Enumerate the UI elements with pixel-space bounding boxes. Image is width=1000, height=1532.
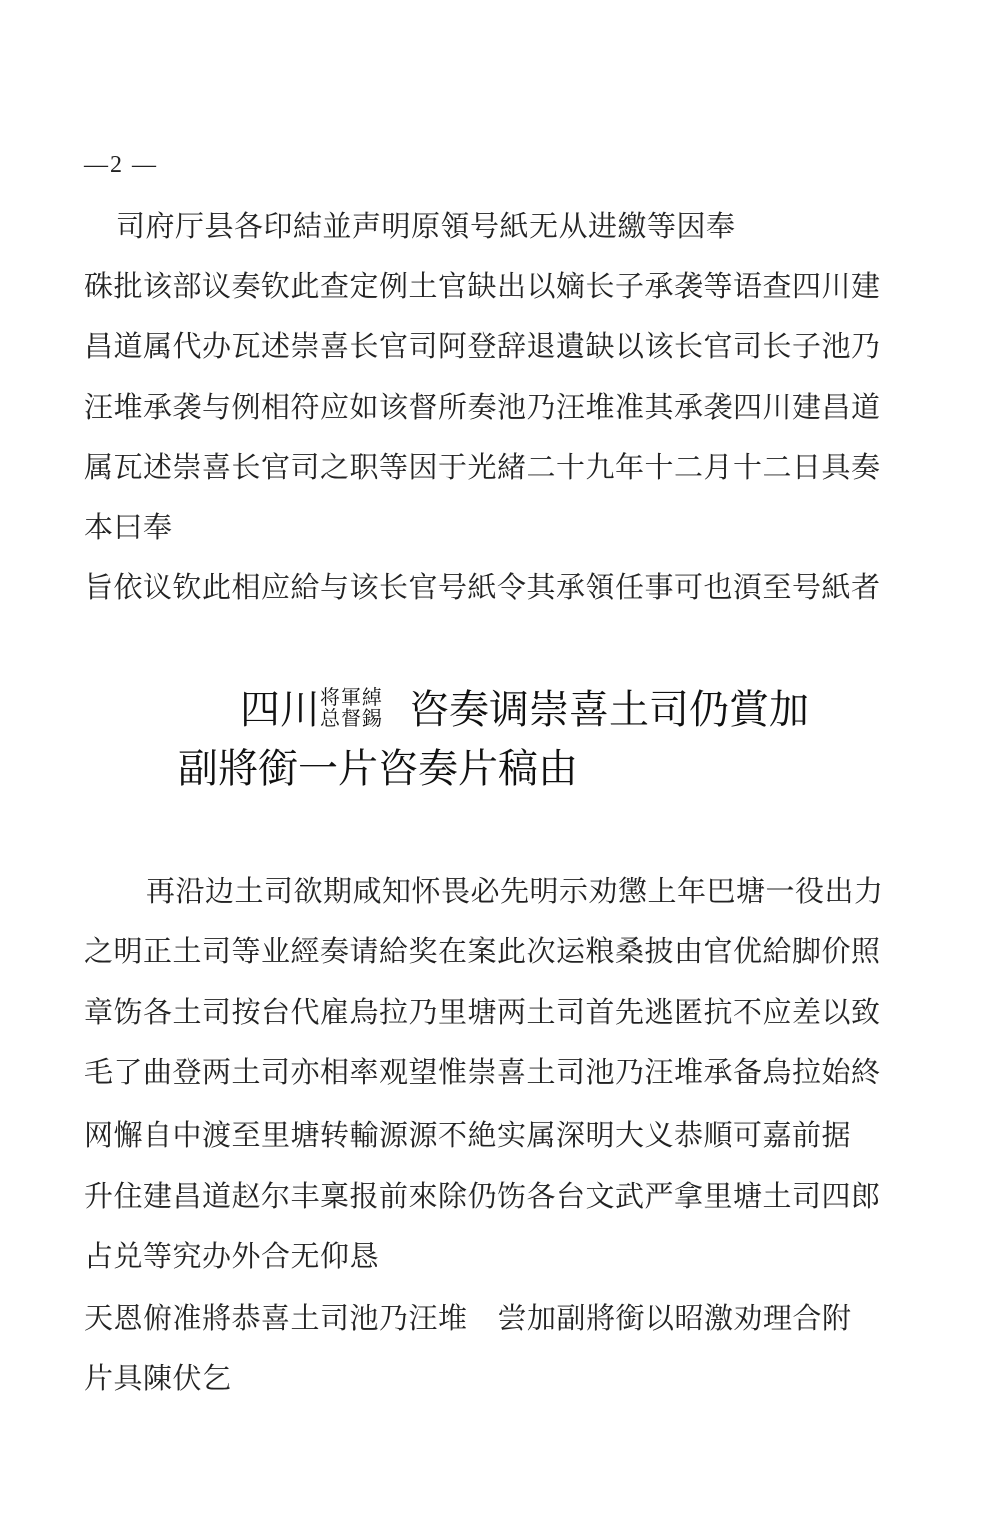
text-line: 汪堆承袭与例相符应如该督所奏池乃汪堆准其承袭四川建昌道	[84, 390, 881, 424]
text-line: 司府厅县各印結並声明原領号紙无从进繳等因奉	[116, 209, 736, 243]
text-line: 昌道属代办瓦述崇喜长官司阿登辞退遺缺以该长官司长子池乃	[84, 329, 881, 363]
text-line: 再沿边土司欲期咸知怀畏必先明示劝懲上年巴塘一役出力	[146, 874, 884, 908]
text-line: 片具陳伏乞	[84, 1361, 232, 1395]
text-line	[84, 1300, 852, 1336]
title-small-bottom: 总督錫	[320, 706, 383, 730]
text-line: 网懈自中渡至里塘转輸源源不絶实属深明大义恭順可嘉前据	[84, 1118, 852, 1152]
text-line: 占兑等究办外合无仰恳	[84, 1239, 380, 1273]
text-line: 之明正土司等业經奏请給奖在案此次运粮桑披由官优給脚价照	[84, 934, 881, 968]
text-line: 本曰奉	[84, 510, 173, 544]
section-title-line-1	[240, 686, 809, 734]
title-small-top: 将軍綽	[320, 685, 383, 709]
text-line: 毛了曲登两土司亦相率观望惟崇喜土司池乃汪堆承备烏拉始終	[84, 1055, 881, 1089]
text-line: 属瓦述崇喜长官司之职等因于光緒二十九年十二月十二日具奏	[84, 450, 881, 484]
text-line: 升住建昌道赵尔丰稟报前來除仍饬各台文武严拿里塘土司四郎	[84, 1179, 881, 1213]
section-title-line-2: 副將銜一片咨奏片稿由	[178, 746, 578, 792]
title-prefix: 四川	[240, 687, 320, 733]
text-line: 旨依议钦此相应給与该长官号紙令其承領任事可也湏至号紙者	[84, 570, 881, 604]
text-segment: 天恩俯准將恭喜土司池乃汪堆	[84, 1301, 468, 1335]
page-number: —2 —	[84, 152, 158, 178]
title-rest: 咨奏调崇喜土司仍賞加	[409, 687, 809, 733]
text-segment: 尝加副將銜以昭激劝理合附	[497, 1301, 852, 1335]
title-official-names	[320, 687, 383, 729]
text-line: 章饬各土司按台代雇烏拉乃里塘两土司首先逃匿抗不应差以致	[84, 995, 881, 1029]
text-line: 硃批该部议奏钦此查定例土官缺出以嫡长子承袭等语查四川建	[84, 269, 881, 303]
